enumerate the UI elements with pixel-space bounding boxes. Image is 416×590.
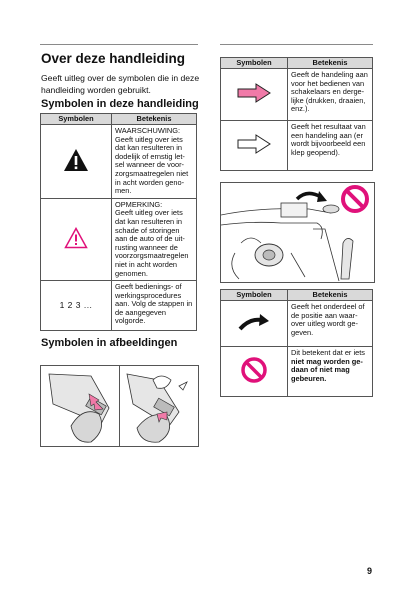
- symbol-cell: [221, 301, 288, 347]
- meaning-line: dodelijk of ernstig let-: [115, 151, 185, 161]
- symbol-cell: [221, 69, 288, 121]
- table-row: [221, 121, 373, 171]
- meaning-line: OPMERKING:: [115, 199, 163, 209]
- col-symbol-header: Symbolen: [41, 114, 112, 125]
- intro-text: Geeft uitleg over de symbolen die in deze handleiding worden gebruikt.: [41, 73, 200, 95]
- car-interior-illustration: [220, 182, 375, 283]
- top-rule-right: [220, 44, 373, 45]
- meaning-line: Geeft bedienings- of: [115, 282, 182, 292]
- table-row: [41, 198, 197, 280]
- meaning-line: dat kan resulteren in: [115, 216, 182, 226]
- meaning-cell: [288, 347, 373, 397]
- section-heading-illustrations: Symbolen in afbeeldingen: [41, 337, 178, 349]
- meaning-line: genomen.: [115, 268, 148, 278]
- prohibition-icon: [240, 356, 268, 384]
- meaning-line-bold: daan of niet mag: [291, 365, 350, 375]
- table-row: [221, 347, 373, 397]
- meaning-cell: [112, 125, 197, 199]
- table-header: [221, 58, 373, 69]
- table-row: [221, 69, 373, 121]
- symbol-cell: [221, 347, 288, 397]
- meaning-line: aan. Volg de stappen in: [115, 299, 193, 309]
- meaning-line: klep geopend).: [291, 147, 340, 157]
- meaning-line: rusting wanneer de: [115, 242, 178, 252]
- seatbelt-drawing: [41, 366, 198, 446]
- section-heading-manual: Symbolen in deze handleiding: [41, 98, 199, 110]
- meaning-line: Geeft het onderdeel of: [291, 302, 365, 311]
- meaning-line: Geeft het resultaat van: [291, 122, 366, 131]
- symbol-cell: [221, 121, 288, 171]
- meaning-line: sel wanneer de voor-: [115, 160, 185, 170]
- symbols-table-actions: [220, 57, 373, 171]
- curved-arrow-icon: [238, 312, 270, 332]
- col-meaning-header: Betekenis: [288, 58, 373, 69]
- symbol-cell: [41, 281, 112, 331]
- meaning-line: Geeft uitleg over iets: [115, 134, 183, 144]
- meaning-line: enz.).: [291, 104, 310, 114]
- col-meaning-header: Betekenis: [112, 114, 197, 125]
- meaning-line: een handeling aan (er: [291, 130, 363, 140]
- table-row: [41, 125, 197, 199]
- page-number: 9: [367, 566, 373, 576]
- meaning-line: voor het bedienen van: [291, 78, 365, 88]
- meaning-line-bold: gebeuren.: [291, 373, 327, 383]
- meaning-line: lijke (drukken, draaien,: [291, 95, 366, 105]
- meaning-line: Dit betekent dat er iets: [291, 348, 365, 357]
- table-row: [221, 301, 373, 347]
- meaning-line: de aangegeven: [115, 307, 166, 317]
- meaning-line-bold: niet mag worden ge-: [291, 356, 363, 366]
- table-header: [41, 114, 197, 125]
- page-title: Over deze handleiding: [41, 51, 186, 66]
- symbol-cell: [41, 125, 112, 199]
- meaning-line: in acht worden geno-: [115, 177, 185, 187]
- caution-triangle-outline-icon: [64, 227, 88, 249]
- col-symbol-header: Symbolen: [221, 58, 288, 69]
- meaning-line: men.: [115, 186, 132, 196]
- meaning-line: Geeft uitleg over iets: [115, 208, 183, 218]
- table-header: [221, 290, 373, 301]
- meaning-line: Geeft de handeling aan: [291, 70, 368, 79]
- meaning-line: zorgsmaatregelen niet: [115, 168, 189, 178]
- symbol-cell: [41, 198, 112, 280]
- pink-arrow-icon: [237, 83, 271, 103]
- meaning-cell: [288, 301, 373, 347]
- meaning-line: volgorde.: [115, 316, 146, 326]
- meaning-line: over uitleg wordt ge-: [291, 319, 358, 329]
- symbols-table-positions: [220, 289, 373, 397]
- seatbelt-illustration: [40, 365, 199, 447]
- meaning-cell: [112, 198, 197, 280]
- outline-arrow-icon: [237, 134, 271, 154]
- col-symbol-header: Symbolen: [221, 290, 288, 301]
- meaning-line: werkingsprocedures: [115, 290, 182, 300]
- meaning-line: geven.: [291, 327, 314, 337]
- meaning-line: WAARSCHUWING:: [115, 126, 181, 135]
- meaning-line: schade of storingen: [115, 225, 180, 235]
- meaning-line: aan de auto of de uit-: [115, 234, 185, 244]
- car-interior-drawing: [221, 183, 374, 282]
- meaning-cell: [288, 121, 373, 171]
- meaning-line: niet in acht worden: [115, 259, 178, 269]
- meaning-line: wordt bijvoorbeeld een: [291, 139, 366, 149]
- step-numbers-icon: 1 2 3 ...: [59, 299, 93, 310]
- meaning-line: de positie aan waar-: [291, 310, 358, 320]
- top-rule-left: [40, 44, 198, 45]
- table-row: [41, 281, 197, 331]
- meaning-line: voorzorgsmaatregelen: [115, 251, 189, 261]
- symbols-table-manual: [40, 113, 197, 331]
- meaning-cell: [112, 281, 197, 331]
- meaning-line: schakelaars en derge-: [291, 87, 365, 97]
- meaning-cell: [288, 69, 373, 121]
- warning-triangle-filled-icon: [63, 148, 89, 172]
- col-meaning-header: Betekenis: [288, 290, 373, 301]
- meaning-line: dat kan resulteren in: [115, 143, 182, 153]
